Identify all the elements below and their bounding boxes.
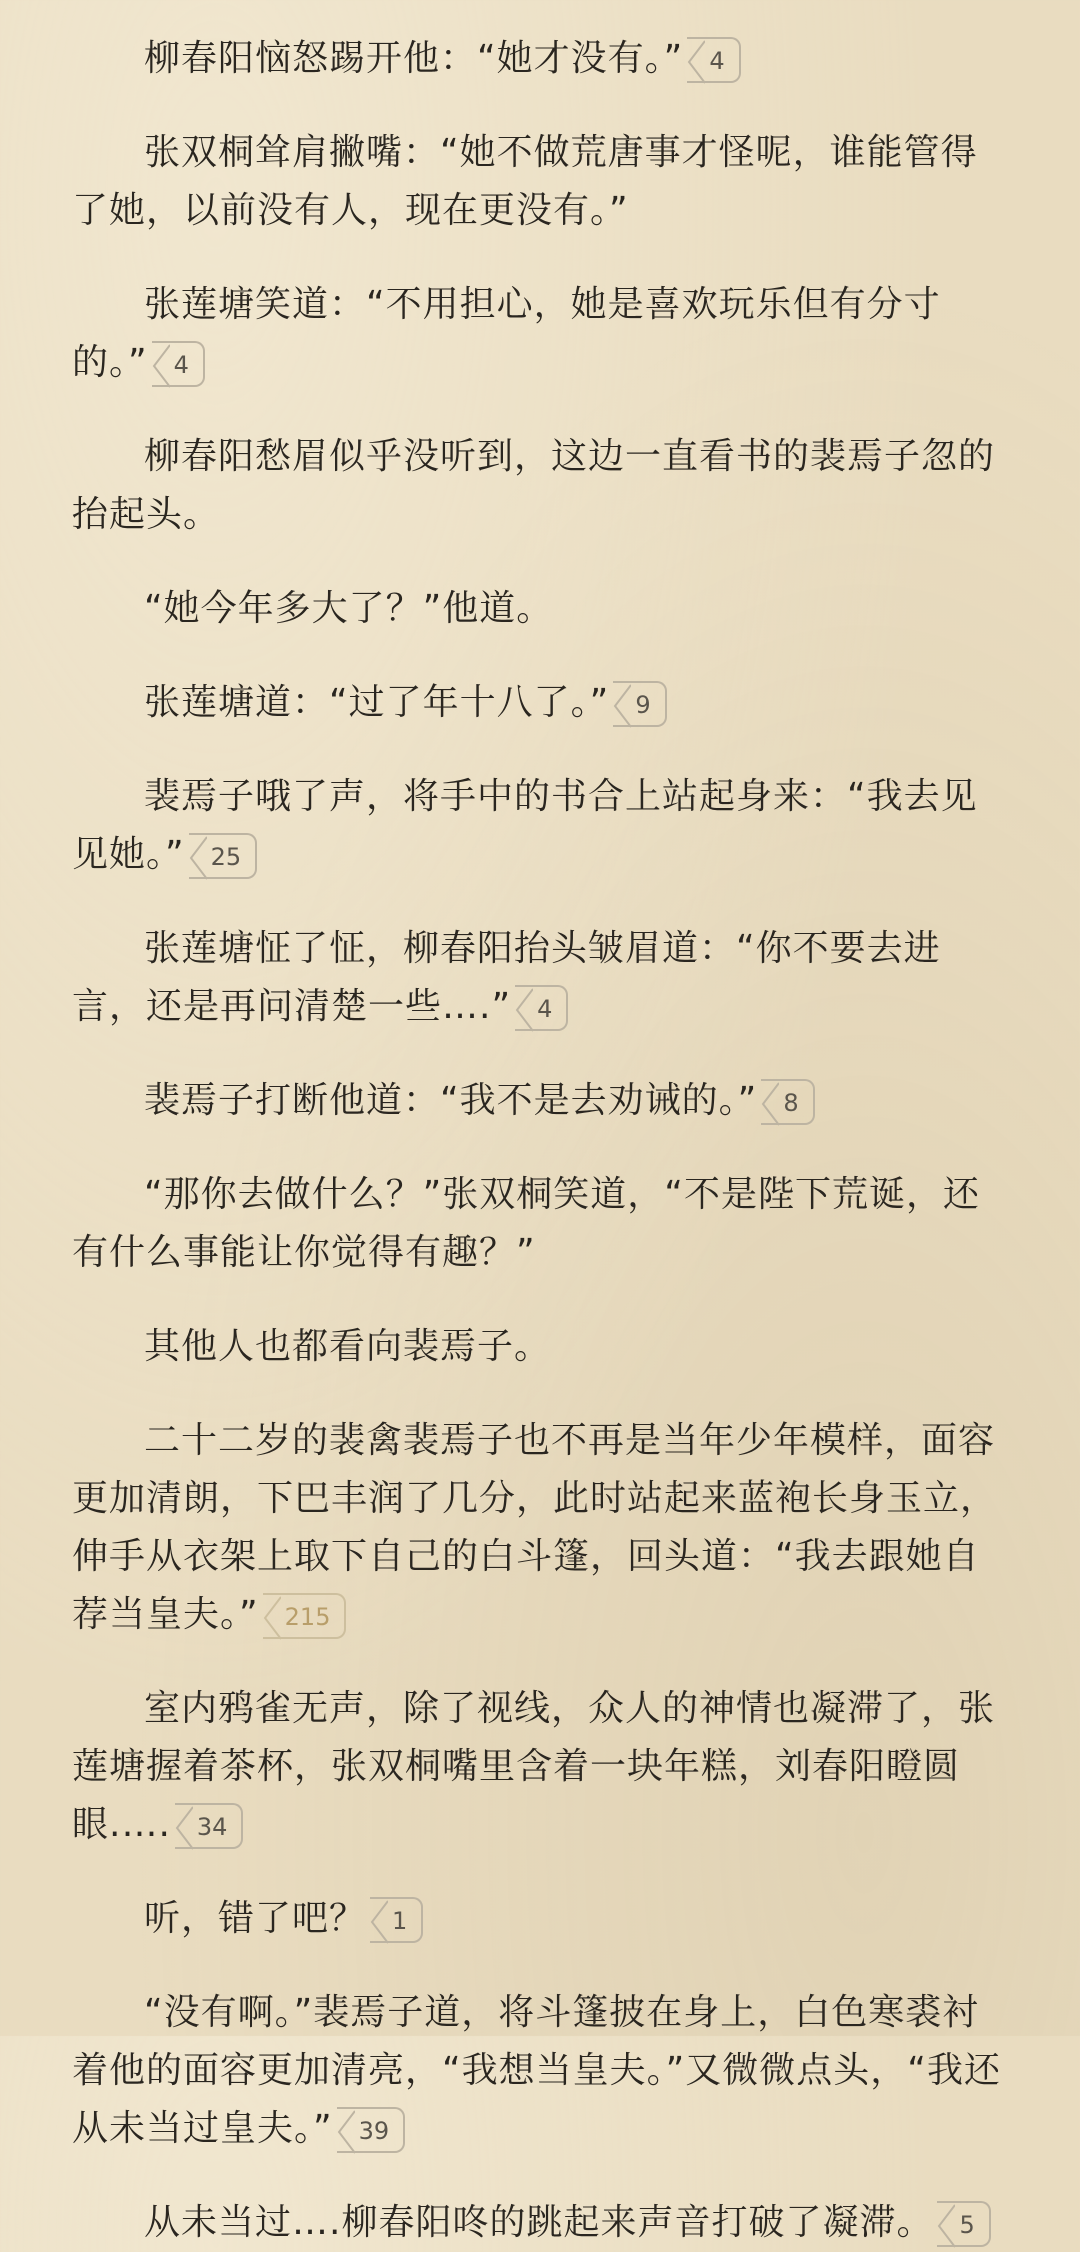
comment-count: 34 (196, 1813, 228, 1841)
paragraph (72, 1166, 1012, 1282)
paragraph-text: 从未当过….柳春阳咚的跳起来声音打破了凝滞。 (144, 2202, 934, 2243)
comment-count-bubble[interactable] (175, 1803, 244, 1849)
comment-count-bubble[interactable] (515, 985, 568, 1031)
comment-count-bubble[interactable] (189, 833, 258, 879)
comment-count: 215 (284, 1603, 331, 1631)
paragraph (72, 580, 1012, 638)
paragraph-text: 张莲塘怔了怔，柳春阳抬头皱眉道：“你不要去进言，还是再问清楚一些….” (72, 928, 941, 1027)
comment-count: 4 (173, 351, 189, 379)
bubble-tail-icon (685, 39, 705, 85)
comment-count: 25 (210, 843, 242, 871)
comment-count-bubble[interactable] (152, 341, 205, 387)
comment-count: 39 (358, 2117, 390, 2145)
paragraph (72, 30, 1012, 88)
comment-count-bubble[interactable] (370, 1897, 423, 1943)
paragraph-text: “那你去做什么？”张双桐笑道，“不是陛下荒诞，还有什么事能让你觉得有趣？” (72, 1174, 980, 1273)
bubble-tail-icon (150, 343, 170, 389)
paragraph (72, 124, 1012, 240)
paragraph-text: 柳春阳恼怒踢开他：“她才没有。” (144, 38, 684, 79)
bubble-tail-icon (759, 1081, 779, 1127)
paragraph (72, 1072, 1012, 1130)
paragraph-text: 二十二岁的裴禽裴焉子也不再是当年少年模样，面容更加清朗，下巴丰润了几分，此时站起来蓝袍长身玉立，伸手从衣架上取下自己的白斗篷，回头道：“我去跟她自荐当皇夫。” (72, 1420, 998, 1635)
paragraph-text: “她今年多大了？”他道。 (144, 588, 554, 629)
paragraph (72, 1890, 1012, 1948)
paragraph-text: 柳春阳愁眉似乎没听到，这边一直看书的裴焉子忽的抬起头。 (72, 436, 996, 535)
comment-count-bubble[interactable] (761, 1079, 814, 1125)
paragraph (72, 276, 1012, 392)
bubble-tail-icon (935, 2203, 955, 2249)
bubble-tail-icon (611, 683, 631, 729)
paragraph (72, 1318, 1012, 1376)
bubble-tail-icon (187, 835, 207, 881)
comment-count: 4 (537, 995, 553, 1023)
paragraph-text: “没有啊。”裴焉子道，将斗篷披在身上，白色寒裘衬着他的面容更加清亮，“我想当皇夫。”又微微点头，“我还从未当过皇夫。” (72, 1992, 1001, 2149)
comment-count: 5 (959, 2211, 975, 2239)
paragraph-text: 其他人也都看向裴焉子。 (144, 1326, 552, 1367)
comment-count: 1 (392, 1907, 408, 1935)
bubble-tail-icon (368, 1899, 388, 1945)
comment-count: 8 (783, 1089, 799, 1117)
paragraph-text: 听，错了吧？ (144, 1898, 367, 1939)
comment-count-bubble[interactable] (263, 1593, 347, 1639)
bubble-tail-icon (261, 1595, 281, 1641)
paragraph (72, 674, 1012, 732)
bubble-tail-icon (335, 2109, 355, 2155)
paragraph-text: 张莲塘笑道：“不用担心，她是喜欢玩乐但有分寸的。” (72, 284, 941, 383)
paragraph (72, 1680, 1012, 1854)
paragraph (72, 1412, 1012, 1644)
comment-count-bubble[interactable] (613, 681, 666, 727)
paragraph-text: 室内鸦雀无声，除了视线，众人的神情也凝滞了，张莲塘握着茶杯，张双桐嘴里含着一块年糕，刘春阳瞪圆眼.…. (72, 1688, 996, 1845)
comment-count-bubble[interactable] (337, 2107, 406, 2153)
paragraph-text: 裴焉子哦了声，将手中的书合上站起身来：“我去见见她。” (72, 776, 978, 875)
bubble-tail-icon (173, 1805, 193, 1851)
comment-count-bubble[interactable] (687, 37, 740, 83)
paragraph (72, 1984, 1012, 2158)
paragraph-text: 张双桐耸肩撇嘴：“她不做荒唐事才怪呢，谁能管得了她，以前没有人，现在更没有。” (72, 132, 978, 231)
paragraph (72, 768, 1012, 884)
comment-count-bubble[interactable] (937, 2201, 990, 2247)
bubble-tail-icon (513, 987, 533, 1033)
comment-count: 9 (635, 691, 651, 719)
comment-count: 4 (709, 47, 725, 75)
paragraph (72, 920, 1012, 1036)
paragraph (72, 428, 1012, 544)
paragraph-text: 裴焉子打断他道：“我不是去劝诫的。” (144, 1080, 758, 1121)
paragraph (72, 2194, 1012, 2252)
paragraph-text: 张莲塘道：“过了年十八了。” (144, 682, 610, 723)
